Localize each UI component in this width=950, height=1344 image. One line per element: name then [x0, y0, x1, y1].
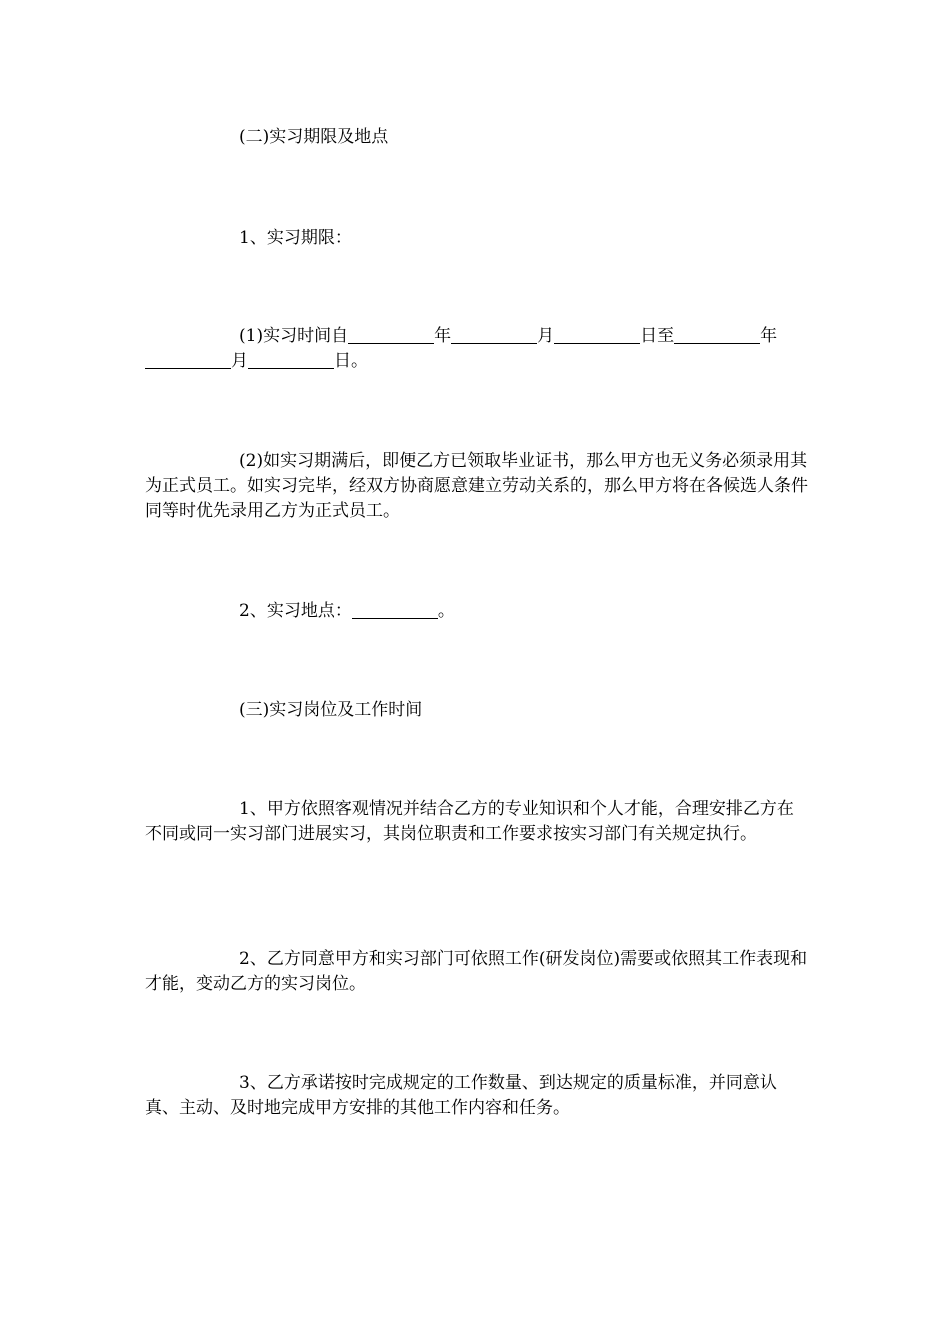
internship-period-line	[145, 324, 810, 374]
label-month-1: 月	[537, 326, 555, 346]
label-year-2: 年	[760, 326, 778, 346]
blank-end-year	[674, 325, 760, 344]
item-1-2-paragraph: (2)如实习期满后，即便乙方已领取毕业证书，那么甲方也无义务必须录用其为正式员工。如实习完毕，经双方协商愿意建立劳动关系的，那么甲方将在各候选人条件同等时优先录用乙方为正式员工。	[145, 451, 808, 521]
blank-start-day	[554, 325, 640, 344]
section-3-item-3: 3、乙方承诺按时完成规定的工作数量、到达规定的质量标准，并同意认真、主动、及时地完成甲方安排的其他工作内容和任务。	[145, 1073, 777, 1118]
item-1-heading: 1、实习期限：	[239, 228, 352, 248]
label-year-1: 年	[434, 326, 452, 346]
internship-location-line	[145, 599, 810, 624]
label-day-end: 日。	[334, 351, 368, 371]
blank-start-month	[451, 325, 537, 344]
section-3-item-1: 1、甲方依照客观情况并结合乙方的专业知识和个人才能，合理安排乙方在不同或同一实习部门进展实习，其岗位职责和工作要求按实习部门有关规定执行。	[145, 799, 794, 844]
section-3-heading: (三)实习岗位及工作时间	[239, 700, 423, 720]
location-suffix: 。	[437, 601, 455, 621]
location-prefix: 2、实习地点：	[239, 601, 352, 621]
blank-location	[352, 600, 438, 619]
section-3-item-2: 2、乙方同意甲方和实习部门可依照工作(研发岗位)需要或依照其工作表现和才能，变动乙方的实习岗位。	[145, 949, 808, 994]
blank-start-year	[348, 325, 434, 344]
label-day-to: 日至	[640, 326, 675, 346]
label-month-2: 月	[231, 351, 248, 371]
blank-end-month	[145, 350, 231, 369]
period-prefix: (1)实习时间自	[239, 326, 349, 346]
blank-end-day	[248, 350, 334, 369]
section-2-heading: (二)实习期限及地点	[239, 127, 389, 147]
